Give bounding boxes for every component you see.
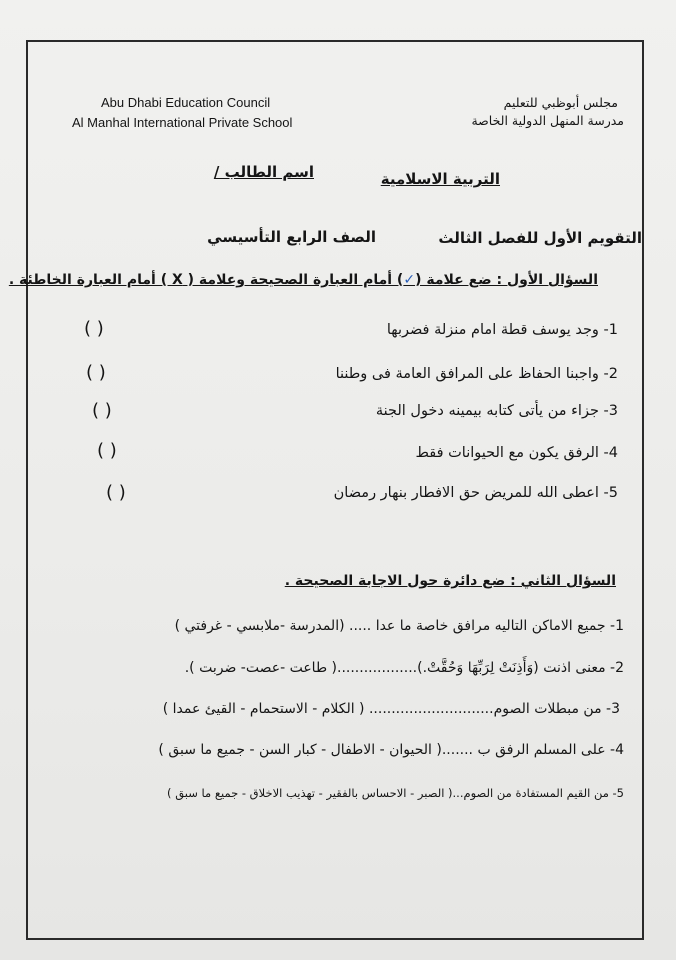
q2-item-3: 3- من مبطلات الصوم............................ ( الكلام - الاستحمام - القيئ عمدا ) xyxy=(162,701,620,717)
subject-title: التربية الاسلامية xyxy=(380,170,500,188)
q2-title: السؤال الثاني : ضع دائرة حول الاجابة الصحيحة . xyxy=(284,573,616,589)
school-name-en: Al Manhal International Private School xyxy=(72,115,293,130)
q2-item-1: 1- جميع الاماكن التاليه مرافق خاصة ما عدا ..... (المدرسة -ملابسي - غرفتي ) xyxy=(174,618,624,634)
q2-item-5: 5- من القيم المستفادة من الصوم...( الصبر - الاحساس بالفقير - تهذيب الاخلاق - جميع ما سبق ) xyxy=(167,786,624,800)
q1-item-3: 3- جزاء من يأتى كتابه بيمينه دخول الجنة xyxy=(375,403,618,419)
q1-item-5: 5- اعطى الله للمريض حق الافطار بنهار رمضان xyxy=(333,485,618,501)
answer-box-1[interactable]: ( ) xyxy=(84,318,104,339)
check-mark-icon: ✓ xyxy=(403,272,416,288)
q1-item-4: 4- الرفق يكون مع الحيوانات فقط xyxy=(415,445,618,461)
student-name-label: اسم الطالب / xyxy=(213,163,314,181)
answer-box-5[interactable]: ( ) xyxy=(106,482,126,503)
council-name-en: Abu Dhabi Education Council xyxy=(101,95,271,110)
q1-item-2: 2- واجبنا الحفاظ على المرافق العامة فى وطننا xyxy=(335,366,618,382)
answer-box-2[interactable]: ( ) xyxy=(86,362,106,383)
answer-box-3[interactable]: ( ) xyxy=(92,400,112,421)
assessment-title: التقويم الأول للفصل الثالث xyxy=(438,229,642,247)
q2-item-4: 4- على المسلم الرفق ب .......( الحيوان - الاطفال - كبار السن - جميع ما سبق ) xyxy=(158,742,624,758)
answer-box-4[interactable]: ( ) xyxy=(97,440,117,461)
q2-item-2: 2- معنى اذنت (وَأَذِنَتْ لِرَبِّهَا وَحُقَّتْ.)..................( طاعت -عصت- ضربت ). xyxy=(184,660,624,676)
grade-label: الصف الرابع التأسيسي xyxy=(207,228,376,246)
school-name-ar: مدرسة المنهل الدولية الخاصة xyxy=(471,113,624,128)
q1-title: السؤال الأول : ضع علامة (✓) أمام العبارة الصحيحة وعلامة ( X ) أمام العبارة الخاطئة . xyxy=(8,272,598,288)
council-name-ar: مجلس أبوظبي للتعليم xyxy=(503,95,618,110)
q1-item-1: 1- وجد يوسف قطة امام منزلة فضربها xyxy=(386,322,618,338)
